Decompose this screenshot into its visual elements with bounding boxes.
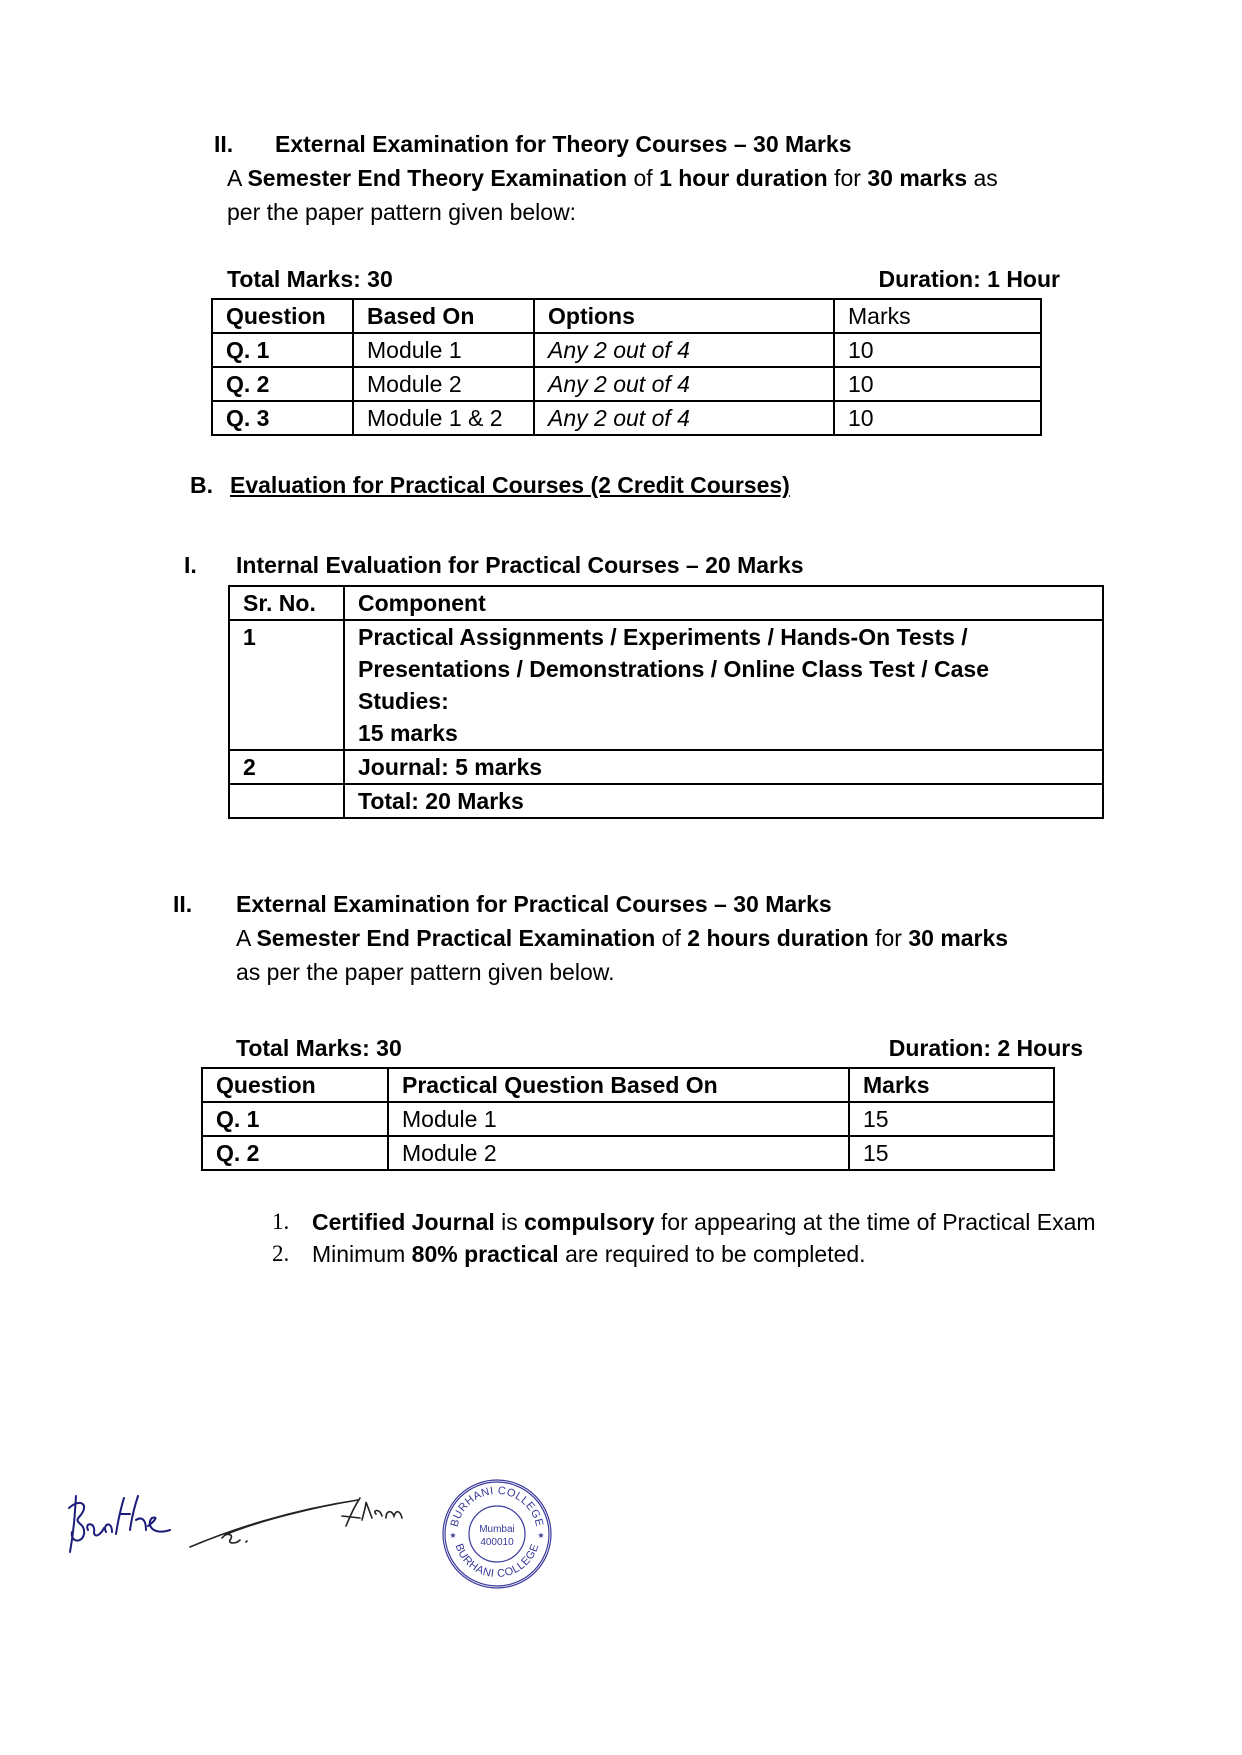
list-item [312,1209,1096,1236]
cell: Any 2 out of 4 [534,333,834,367]
cell: 15 [849,1136,1054,1170]
cell: 10 [834,367,1041,401]
paragraph-line: as per the paper pattern given below. [236,959,615,985]
table-row [202,1102,1054,1136]
header-cell: Marks [849,1068,1054,1102]
section-numeral: II. [214,131,234,157]
cell: Q. 1 [212,333,353,367]
cell: 15 [849,1102,1054,1136]
total-marks: Total Marks: 30 [236,1035,402,1061]
paragraph-line [236,925,1008,952]
signature-1 [69,1496,170,1552]
text-run: for appearing at the time of Practical Exam [654,1209,1096,1235]
text-run: as [967,165,998,191]
cell: 2 [229,750,344,784]
list-number: 1. [272,1209,290,1234]
cell: Q. 2 [202,1136,388,1170]
text-run: for [868,925,909,951]
cell: Q. 1 [202,1102,388,1136]
header-cell: Based On [353,299,534,333]
cell: Journal: 5 marks [344,750,1103,784]
duration: Duration: 1 Hour [878,266,1060,292]
header-cell: Component [344,586,1103,620]
table-header-row [212,299,1041,333]
text-run: 80% practical [411,1241,559,1267]
text-run: 1 hour duration [659,165,828,191]
section-numeral: I. [184,552,197,578]
component-marks: 15 marks [358,720,458,746]
signature-2 [190,1498,402,1547]
theory-exam-table [211,298,1042,436]
section-heading: Evaluation for Practical Courses (2 Credit Courses) [230,472,790,498]
text-run: Minimum [312,1241,412,1267]
text-run: of [627,165,660,191]
list-number: 2. [272,1241,290,1266]
text-run: is [494,1209,525,1235]
svg-text:BURHANI COLLEGE: BURHANI COLLEGE [448,1484,546,1529]
cell: 1 [229,620,344,750]
table-row [229,620,1103,750]
header-cell: Options [534,299,834,333]
text-run: Semester End Theory Examination [247,165,628,191]
signatures [60,1490,440,1580]
section-heading: External Examination for Theory Courses – 30 Marks [275,131,852,157]
section-heading: Internal Evaluation for Practical Courses – 20 Marks [236,552,804,578]
cell: Module 1 [353,333,534,367]
cell: Any 2 out of 4 [534,367,834,401]
cell: 10 [834,333,1041,367]
text-run: 30 marks [908,925,1009,951]
college-stamp [440,1477,554,1591]
header-cell: Question [202,1068,388,1102]
component-text: Practical Assignments / Experiments / Hands-On Tests / Presentations / Demonstrations / Online Class Test / Case Studies: [358,624,989,714]
table-row [229,784,1103,818]
header-cell: Marks [834,299,1041,333]
cell: Module 2 [353,367,534,401]
section-letter: B. [190,472,213,498]
table-header-row [229,586,1103,620]
header-cell: Practical Question Based On [388,1068,849,1102]
text-run: A [227,165,248,191]
header-cell: Sr. No. [229,586,344,620]
cell: Module 1 & 2 [353,401,534,435]
text-run: 30 marks [867,165,968,191]
text-run: A [236,925,257,951]
text-run: for [827,165,868,191]
internal-evaluation-table [228,585,1104,819]
text-run: are required to be completed. [558,1241,866,1267]
cell: Module 2 [388,1136,849,1170]
list-item [312,1241,866,1268]
header-cell: Question [212,299,353,333]
paragraph-line [227,165,998,192]
svg-text:BURHANI COLLEGE: BURHANI COLLEGE [452,1542,542,1581]
text-run: compulsory [524,1209,655,1235]
cell [229,784,344,818]
cell [344,620,1103,750]
table-row [212,367,1041,401]
stamp-city: Mumbai [479,1524,515,1535]
section-heading: External Examination for Practical Courses – 30 Marks [236,891,832,917]
table-row [229,750,1103,784]
stamp-pin: 400010 [480,1537,514,1548]
table-row [202,1136,1054,1170]
svg-text:★: ★ [537,1531,545,1540]
text-run: Semester End Practical Examination [256,925,656,951]
svg-text:★: ★ [449,1531,457,1540]
cell: Q. 2 [212,367,353,401]
table-row [212,401,1041,435]
cell: Total: 20 Marks [344,784,1103,818]
text-run: 2 hours duration [687,925,869,951]
section-numeral: II. [173,891,193,917]
cell: Module 1 [388,1102,849,1136]
text-run: of [655,925,688,951]
paragraph-line: per the paper pattern given below: [227,199,577,225]
total-marks: Total Marks: 30 [227,266,393,292]
practical-exam-table [201,1067,1055,1171]
text-run: Certified Journal [312,1209,495,1235]
cell: 10 [834,401,1041,435]
duration: Duration: 2 Hours [888,1035,1083,1061]
table-header-row [202,1068,1054,1102]
cell: Any 2 out of 4 [534,401,834,435]
table-row [212,333,1041,367]
cell: Q. 3 [212,401,353,435]
